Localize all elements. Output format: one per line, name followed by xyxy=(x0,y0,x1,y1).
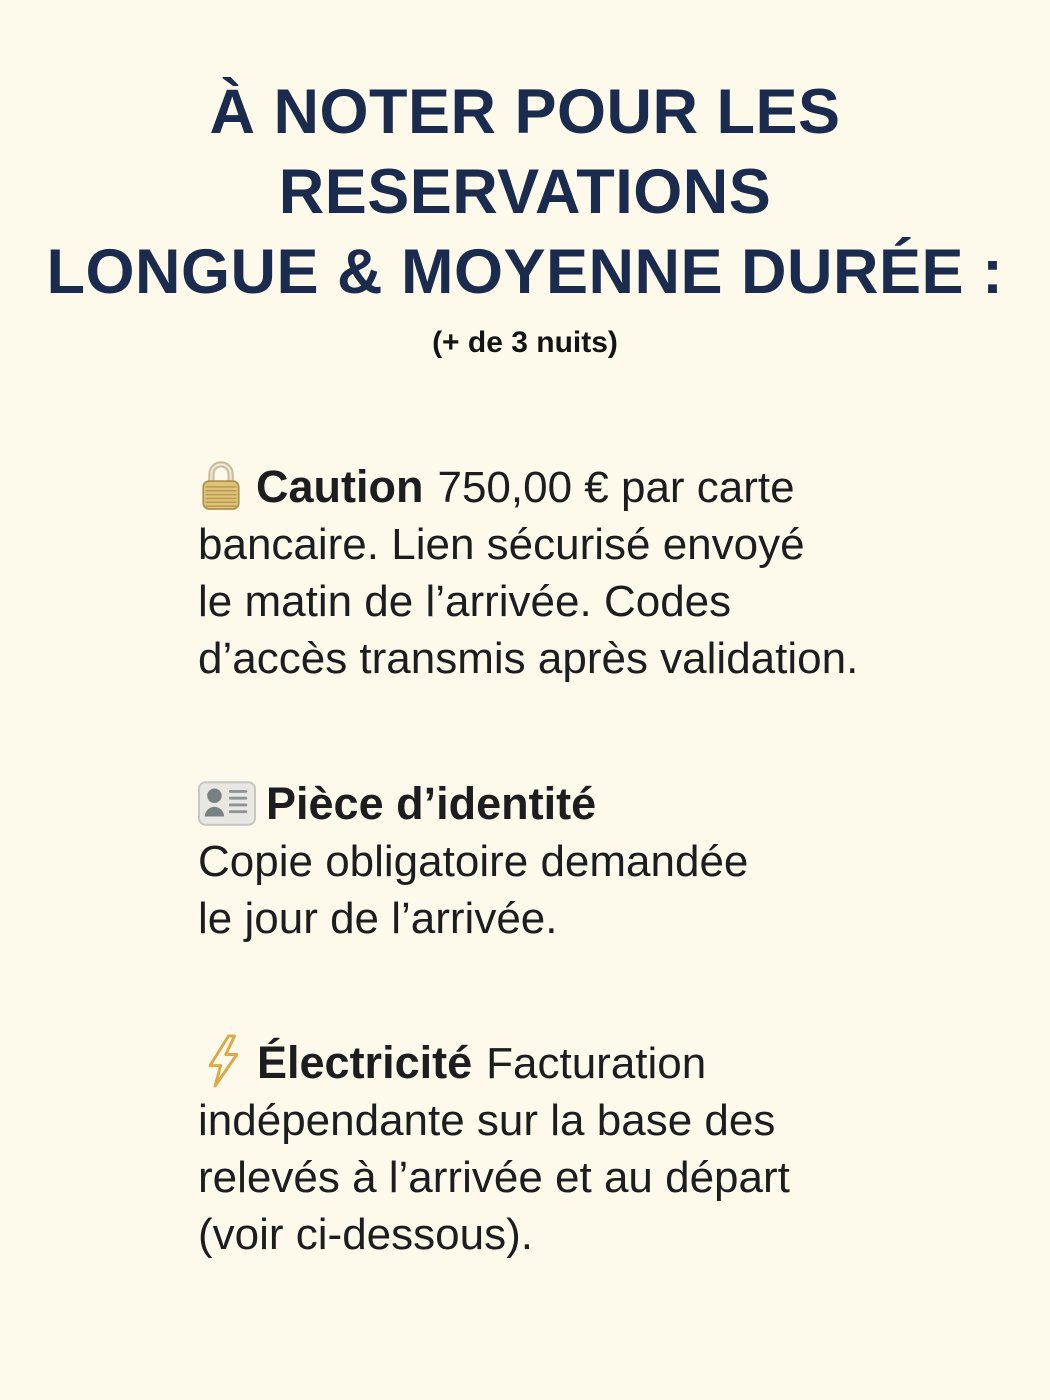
note-piece-identite xyxy=(198,775,938,947)
note-caution-line: le matin de l’arrivée. Codes xyxy=(198,577,732,626)
page-subtitle: (+ de 3 nuits) xyxy=(432,326,618,359)
title-line-2: RESERVATIONS xyxy=(278,157,772,227)
note-identite-headline xyxy=(198,775,938,833)
title-block xyxy=(0,72,1050,360)
note-caution-line: d’accès transmis après validation. xyxy=(198,634,859,683)
notes-list xyxy=(198,458,938,1263)
note-caution-line: bancaire. Lien sécurisé envoyé xyxy=(198,520,805,569)
lightning-icon xyxy=(198,1033,257,1092)
note-electricite-line: (voir ci-dessous). xyxy=(198,1210,533,1259)
note-caution-heading: Caution xyxy=(256,461,424,512)
note-electricite-line: relevés à l’arrivée et au départ xyxy=(198,1153,790,1202)
note-caution-heading-suffix: 750,00 € par carte xyxy=(437,463,795,512)
id-card-icon xyxy=(198,776,266,833)
note-caution-headline xyxy=(198,458,938,516)
note-identite-heading: Pièce d’identité xyxy=(266,778,597,829)
lock-icon xyxy=(198,458,256,516)
note-electricite-heading-suffix: Facturation xyxy=(486,1039,707,1088)
note-caution xyxy=(198,458,938,687)
note-identite-line: le jour de l’arrivée. xyxy=(198,894,558,943)
note-electricite-heading: Électricité xyxy=(257,1037,473,1088)
note-identite-line: Copie obligatoire demandée xyxy=(198,837,749,886)
title-line-3: LONGUE & MOYENNE DURÉE : xyxy=(46,237,1004,307)
title-line-1: À NOTER POUR LES xyxy=(209,77,841,147)
note-electricite-line: indépendante sur la base des xyxy=(198,1096,776,1145)
note-electricite-headline xyxy=(198,1033,938,1092)
page-title xyxy=(0,72,1050,312)
note-electricite xyxy=(198,1033,938,1263)
